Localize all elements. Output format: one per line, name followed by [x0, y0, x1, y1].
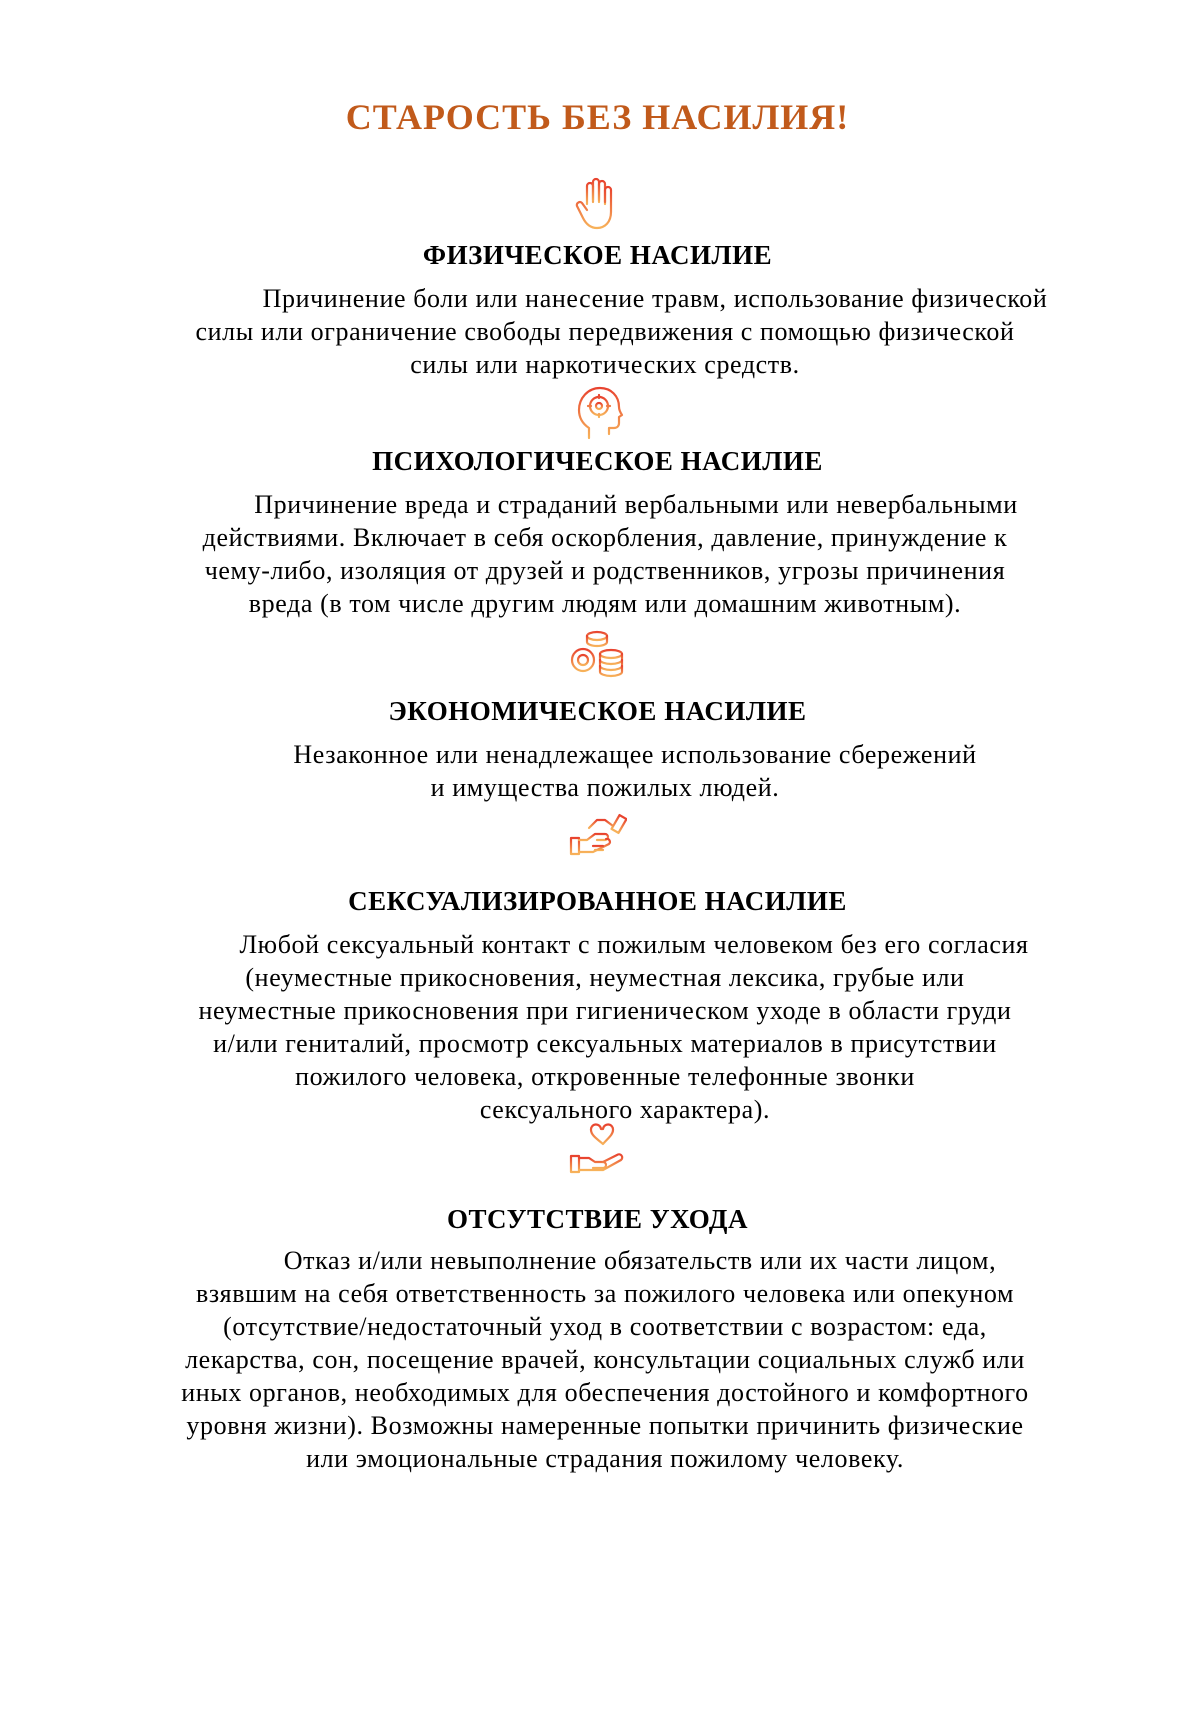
section-heading-economic: ЭКОНОМИЧЕСКОЕ НАСИЛИЕ [388, 696, 807, 726]
text-line: взявшим на себя ответственность за пожилого человека или опекуном [195, 1279, 1015, 1308]
raised-hand-icon [567, 174, 627, 234]
section-body-psychological [110, 488, 1100, 620]
text-line: Любой сексуальный контакт с пожилым человеком без его согласия [239, 930, 1029, 959]
head-brain-icon [567, 382, 627, 442]
text-line: вреда (в том числе другим людям или домашним животным). [248, 589, 962, 618]
text-line: Причинение боли или нанесение травм, использование физической [262, 284, 1048, 313]
handshake-icon [567, 808, 627, 868]
text-line: и имущества пожилых людей. [430, 773, 780, 802]
text-line: уровня жизни). Возможны намеренные попытки причинить физические [186, 1411, 1024, 1440]
section-heading-psychological: ПСИХОЛОГИЧЕСКОЕ НАСИЛИЕ [372, 446, 823, 476]
coins-icon [567, 624, 627, 684]
text-line: и/или гениталий, просмотр сексуальных материалов в присутствии [213, 1029, 997, 1058]
section-body-sexualized [110, 928, 1100, 1126]
text-line: силы или наркотических средств. [410, 350, 800, 379]
text-line: действиями. Включает в себя оскорбления, давление, принуждение к [202, 523, 1008, 552]
text-line: Причинение вреда и страданий вербальными или невербальными [254, 490, 1018, 519]
section-heading-sexualized: СЕКСУАЛИЗИРОВАННОЕ НАСИЛИЕ [348, 886, 847, 916]
text-line: или эмоциональные страдания пожилому человеку. [306, 1444, 904, 1473]
page-title: СТАРОСТЬ БЕЗ НАСИЛИЯ! [345, 97, 850, 137]
text-line: (неуместные прикосновения, неуместная лексика, грубые или [245, 963, 965, 992]
section-body-neglect [110, 1244, 1100, 1475]
section-heading-physical: ФИЗИЧЕСКОЕ НАСИЛИЕ [422, 240, 773, 270]
text-line: неуместные прикосновения при гигиеническом уходе в области груди [198, 996, 1012, 1025]
section-body-economic [110, 738, 1100, 804]
section-body-physical [110, 282, 1100, 381]
text-line: Незаконное или ненадлежащее использование сбережений [293, 740, 977, 769]
text-line: сексуального характера). [479, 1095, 771, 1124]
text-line: Отказ и/или невыполнение обязательств или их части лицом, [283, 1246, 997, 1275]
section-heading-neglect: ОТСУТСТВИЕ УХОДА [447, 1204, 748, 1234]
text-line: силы или ограничение свободы передвижения с помощью физической [195, 317, 1015, 346]
text-line: (отсутствие/недостаточный уход в соответствии с возрастом: еда, [223, 1312, 987, 1341]
text-line: чему-либо, изоляция от друзей и родственников, угрозы причинения [204, 556, 1006, 585]
text-line: иных органов, необходимых для обеспечения достойного и комфортного [181, 1378, 1029, 1407]
text-line: лекарства, сон, посещение врачей, консультации социальных служб или [185, 1345, 1025, 1374]
text-line: пожилого человека, откровенные телефонные звонки [295, 1062, 915, 1091]
heart-in-hand-icon [567, 1122, 627, 1182]
